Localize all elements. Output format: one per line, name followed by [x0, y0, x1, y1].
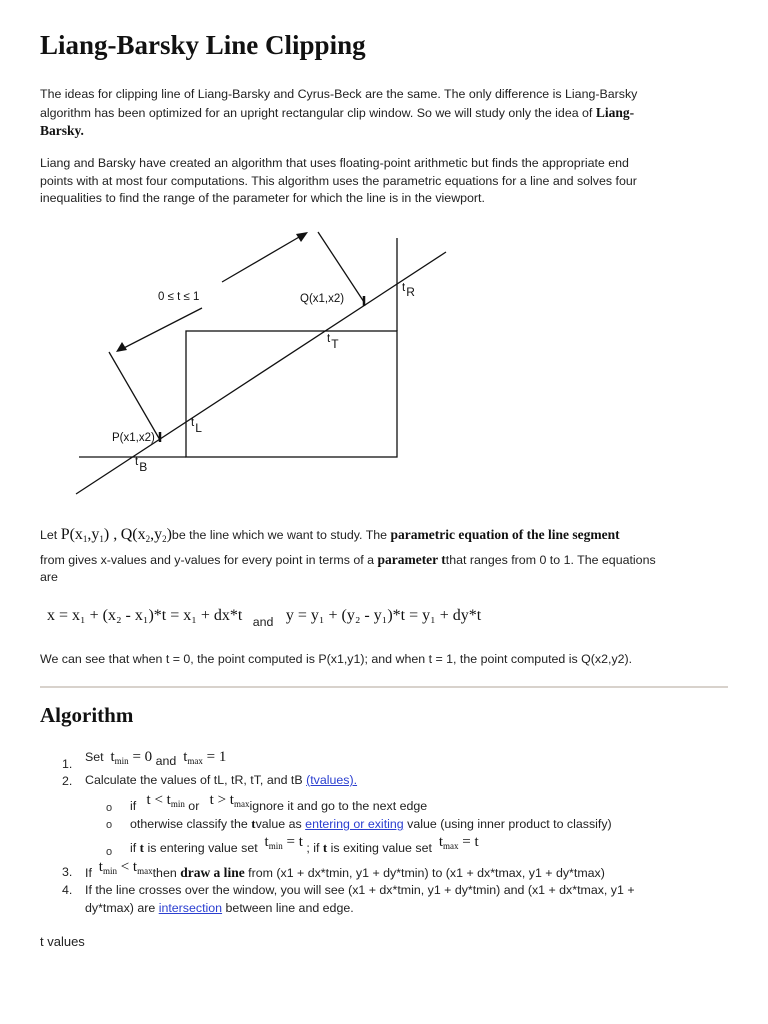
step-number: 1. — [62, 757, 73, 771]
step-number: 3. — [62, 865, 73, 879]
let-line-3: are — [40, 570, 58, 584]
clip-window-rect — [186, 331, 397, 457]
step-1 — [85, 749, 735, 771]
x-equation: x = x₁ + (x₂ - x₁)*t = x₁ + dx*t — [47, 607, 243, 624]
tt-label: tT — [327, 333, 339, 351]
step-text: If the line crosses over the window, you will see (x1 + dx*tmin, y1 + dy*tmin) and (x1 + dx*tmax, y1 + — [85, 883, 635, 897]
set-tmin: $t_{min} = t$ — [264, 834, 303, 851]
p-label: P(x1,x2) — [112, 432, 155, 444]
step-number: 2. — [62, 774, 73, 788]
page-title: Liang-Barsky Line Clipping — [40, 30, 366, 60]
section-divider — [40, 686, 728, 688]
condition-tmin: $t < t_{min}$ — [146, 792, 185, 809]
if-word: if — [130, 841, 137, 855]
sub-step-text: otherwise classify the — [130, 817, 248, 831]
tvalues-link[interactable]: (tvalues). — [306, 773, 358, 787]
tl-label: tL — [191, 417, 202, 435]
sub-step-text: value (using inner product to classify) — [407, 817, 612, 831]
intro-line: Liang and Barsky have created an algorithm that uses floating-point arithmetic but finds the appropriate end — [40, 156, 629, 170]
arrow-up-shaft — [222, 233, 306, 282]
footer-heading: t values — [40, 934, 85, 949]
sub-step-2 — [130, 816, 612, 832]
if-word: if — [130, 799, 137, 813]
intro-line: inequalities to find the range of the parameter for which the line is in the viewport. — [40, 191, 485, 205]
sub-step-text: is exiting value set — [330, 841, 432, 855]
tmin-zero: $t_{min} = 0$ — [110, 749, 153, 766]
intro-line — [40, 104, 730, 123]
tmax-one: $t_{max} = 1$ — [183, 749, 227, 766]
step-text: Calculate the values of tL, tR, tT, and tB — [85, 773, 303, 787]
sub-step-text: value as — [255, 817, 302, 831]
intro-line: The ideas for clipping line of Liang-Barsky and Cyrus-Beck are the same. The only difference is Liang-Barsky — [40, 87, 638, 101]
bullet-marker: o — [106, 846, 113, 858]
intro-line: points with at most four computations. This algorithm uses the parametric equations for a line and solves four — [40, 173, 637, 188]
point-q: $Q(x_2,y_2)$ — [120, 526, 172, 544]
y-equation: y = y₁ + (y₂ - y₁)*t = y₁ + dy*t — [285, 607, 482, 624]
step-text-line — [85, 900, 735, 918]
let-line-1 — [40, 526, 740, 544]
set-tmax: $t_{max} = t$ — [438, 834, 479, 851]
let-text: be the line which we want to study. The — [171, 528, 388, 542]
sub-step-1 — [130, 792, 428, 813]
tmin-lt-tmax: $t_{min} < t_{max}$ — [98, 859, 153, 876]
bold-t: t — [322, 840, 328, 855]
step-number: 4. — [62, 883, 73, 897]
bold-term: Liang- — [595, 104, 635, 120]
intro-paragraph-2 — [40, 155, 730, 208]
condition-tmax: $t > t_{max}$ — [209, 792, 250, 809]
then-word: then — [152, 866, 177, 880]
bold-term: parameter t — [377, 552, 446, 567]
bold-term: parametric equation of the line segment — [390, 527, 620, 542]
entering-exiting-link[interactable]: entering or exiting — [305, 817, 404, 831]
step-2 — [85, 772, 735, 790]
if-word: If — [85, 866, 92, 880]
clipping-diagram — [60, 222, 480, 502]
let-line-2 — [40, 552, 656, 568]
step-text: Set — [85, 750, 104, 764]
or-word: or — [188, 799, 200, 813]
step-text: dy*tmax) are — [85, 900, 156, 915]
t-sentence: We can see that when t = 0, the point computed is P(x1,y1); and when t = 1, the point computed is Q(x2,y2). — [40, 652, 633, 666]
q-label: Q(x1,x2) — [300, 293, 345, 305]
point-p: $P(x_1,y_1)$ , — [60, 526, 118, 544]
step-4 — [85, 882, 735, 917]
and-word: and — [252, 615, 274, 629]
tb-label: tB — [135, 456, 148, 474]
bold-t: t — [139, 840, 144, 855]
p-normal-line — [109, 352, 160, 440]
tr-label: tR — [402, 282, 415, 299]
let-text: that ranges from 0 to 1. The equations — [445, 553, 656, 567]
parametric-equation — [47, 607, 482, 629]
intro-line — [40, 122, 730, 141]
sub-step-text: is entering value set — [147, 841, 258, 855]
sub-step-text: ; if — [306, 841, 320, 855]
intro-paragraph-1 — [40, 86, 730, 141]
let-word: Let — [40, 528, 58, 542]
sub-step-3 — [130, 834, 479, 855]
arrow-up-head — [296, 232, 308, 242]
bullet-marker: o — [106, 802, 113, 814]
q-normal-line — [318, 232, 364, 302]
step-text: between line and edge. — [225, 900, 354, 915]
let-text: from gives x-values and y-values for every point in terms of a — [40, 553, 374, 567]
bullet-marker: o — [106, 819, 113, 831]
bold-t: t — [251, 816, 256, 831]
and-word: and — [155, 754, 177, 768]
line-segment — [76, 252, 446, 494]
intersection-link[interactable]: intersection — [158, 900, 223, 915]
algorithm-heading: Algorithm — [40, 703, 134, 727]
step-text: from (x1 + dx*tmin, y1 + dy*tmin) to (x1 + dx*tmax, y1 + dy*tmax) — [248, 866, 605, 880]
step-3 — [85, 858, 735, 881]
sub-step-text: ignore it and go to the next edge — [249, 799, 428, 813]
arrow-down-shaft — [118, 308, 202, 351]
range-label: 0 ≤ t ≤ 1 — [158, 291, 200, 303]
bold-term: Barsky. — [40, 123, 84, 138]
bold-term: draw a line — [180, 865, 245, 880]
intro-text: algorithm has been optimized for an upright rectangular clip window. So we will study only the idea of — [40, 105, 593, 120]
